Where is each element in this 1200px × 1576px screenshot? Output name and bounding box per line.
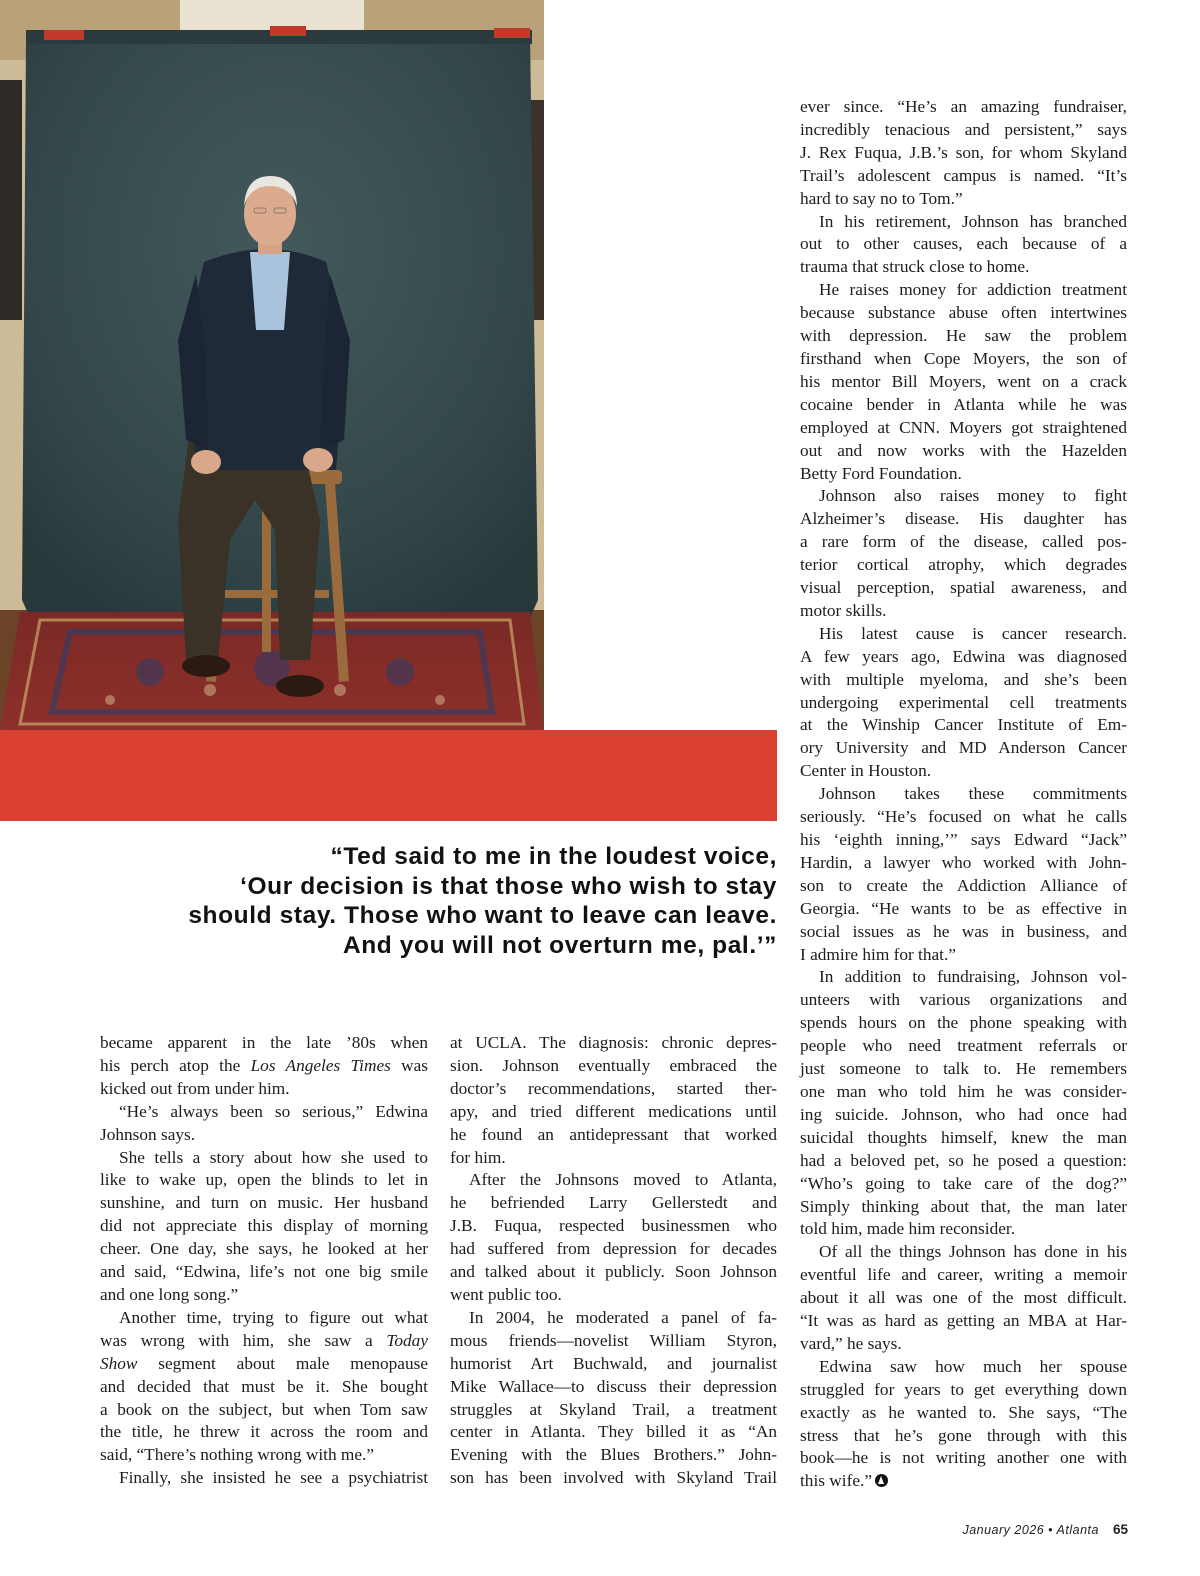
text-line: Evening with the Blues Brothers.” John- xyxy=(450,1445,777,1465)
text-line: like to wake up, open the blinds to let in xyxy=(100,1170,428,1190)
text-line: and one long song.” xyxy=(100,1284,239,1304)
paragraph xyxy=(800,96,1127,211)
text-line: Another time, trying to figure out what xyxy=(119,1307,428,1327)
text-line: Hardin, a lawyer who worked with John- xyxy=(800,852,1127,872)
pull-quote-line: And you will not overturn me, pal.’” xyxy=(342,931,777,959)
text-line: for him. xyxy=(450,1147,506,1167)
text-line: his mentor Bill Moyers, went on a crack xyxy=(800,371,1127,391)
text-line: one man who told him he was consider- xyxy=(800,1081,1127,1101)
text-line: at the Winship Cancer Institute of Em- xyxy=(800,715,1127,735)
paragraph xyxy=(100,1032,428,1101)
paragraph xyxy=(800,485,1127,622)
text-line: the title, he threw it across the room and xyxy=(100,1422,428,1442)
text-line: trauma that struck close to home. xyxy=(800,257,1030,277)
show-title: Show xyxy=(100,1353,138,1373)
pull-quote-line: should stay. Those who want to leave can leave. xyxy=(188,902,777,929)
text-line xyxy=(800,1470,1127,1493)
text-line: and talked about it publicly. Soon Johnson xyxy=(450,1262,777,1282)
text-line: Simply thinking about that, the man later xyxy=(800,1196,1127,1216)
text-line: I admire him for that.” xyxy=(800,944,956,964)
text-run: his perch atop the xyxy=(100,1055,251,1075)
text-line: about it all was one of the most difficult. xyxy=(800,1288,1127,1308)
text-line: people who need treatment referrals or xyxy=(800,1036,1127,1056)
text-line: and decided that must be it. She bought xyxy=(100,1376,428,1396)
text-line: sunshine, and turn on music. Her husband xyxy=(100,1193,428,1213)
text-line: “It was as hard as getting an MBA at Har- xyxy=(800,1311,1127,1331)
page-footer xyxy=(962,1522,1128,1537)
paragraph xyxy=(800,783,1127,966)
text-run: segment about male menopause xyxy=(137,1353,428,1373)
text-line xyxy=(100,1353,428,1376)
text-line: Georgia. “He wants to be as effective in xyxy=(800,898,1127,918)
text-run: was wrong with him, she saw a xyxy=(100,1330,387,1350)
text-line: spends hours on the phone speaking with xyxy=(800,1013,1127,1033)
text-line: Mike Wallace—to discuss their depression xyxy=(450,1376,777,1396)
text-line: out and now works with the Hazelden xyxy=(800,440,1127,460)
issue-label: January 2026 • Atlanta xyxy=(962,1523,1099,1537)
paragraph xyxy=(100,1307,428,1467)
text-line: firsthand when Cope Moyers, the son of xyxy=(800,348,1127,368)
pull-quote xyxy=(97,842,777,960)
text-line: J. Rex Fuqua, J.B.’s son, for whom Skyland xyxy=(800,142,1127,162)
text-line: Of all the things Johnson has done in his xyxy=(819,1242,1127,1262)
text-line: went public too. xyxy=(450,1284,562,1304)
text-line: apy, and tried different medications until xyxy=(450,1101,777,1121)
text-line: he befriended Larry Gellerstedt and xyxy=(450,1193,777,1213)
text-line xyxy=(100,1055,428,1078)
show-title: Today xyxy=(386,1330,428,1350)
text-line: said, “There’s nothing wrong with me.” xyxy=(100,1445,375,1465)
body-column-3 xyxy=(800,96,1127,1493)
text-line: hard to say no to Tom.” xyxy=(800,188,963,208)
paragraph xyxy=(800,279,1127,485)
text-line: undergoing experimental cell treatments xyxy=(800,692,1127,712)
paragraph xyxy=(800,1241,1127,1356)
text-run: was xyxy=(390,1055,429,1075)
text-line: Johnson also raises money to fight xyxy=(819,486,1127,506)
text-line: because substance abuse often intertwines xyxy=(800,303,1127,323)
text-line: employed at CNN. Moyers got straightened xyxy=(800,417,1127,437)
body-column-2 xyxy=(450,1032,777,1490)
text-line: After the Johnsons moved to Atlanta, xyxy=(469,1170,777,1190)
text-line: out to other causes, each because of a xyxy=(800,234,1127,254)
text-line: ory University and MD Anderson Cancer xyxy=(800,738,1127,758)
text-run: this wife.” xyxy=(800,1471,872,1491)
text-line: had a beloved pet, so he posed a question: xyxy=(800,1150,1127,1170)
paragraph xyxy=(450,1307,777,1490)
paragraph xyxy=(100,1467,428,1490)
pull-quote-line: ‘Our decision is that those who wish to stay xyxy=(240,872,777,900)
text-line: ever since. “He’s an amazing fundraiser, xyxy=(800,97,1127,116)
page-number: 65 xyxy=(1112,1522,1128,1537)
text-line: Edwina saw how much her spouse xyxy=(819,1356,1127,1376)
text-line: Trail’s adolescent campus is named. “It’s xyxy=(800,165,1127,185)
text-line: cocaine bender in Atlanta while he was xyxy=(800,394,1127,414)
text-line: a rare form of the disease, called pos- xyxy=(800,532,1127,552)
atlanta-logo-icon xyxy=(875,1474,888,1487)
text-line: told him, made him reconsider. xyxy=(800,1219,1016,1239)
text-line xyxy=(100,1330,428,1353)
text-line: He raises money for addiction treatment xyxy=(819,280,1127,300)
text-line: Betty Ford Foundation. xyxy=(800,463,962,483)
text-line: “He’s always been so serious,” Edwina xyxy=(119,1101,428,1121)
text-line: sion. Johnson eventually embraced the xyxy=(450,1055,777,1075)
text-line: She tells a story about how she used to xyxy=(119,1147,428,1167)
text-line: did not appreciate this display of morning xyxy=(100,1216,428,1236)
text-line: Alzheimer’s disease. His daughter has xyxy=(800,509,1127,529)
text-line: incredibly tenacious and persistent,” says xyxy=(800,119,1127,139)
portrait-photo xyxy=(0,0,544,732)
text-line: A few years ago, Edwina was diagnosed xyxy=(800,646,1127,666)
text-line: son has been involved with Skyland Trail xyxy=(450,1468,777,1488)
text-line: had suffered from depression for decades xyxy=(450,1239,777,1259)
text-line: stress that he’s gone through with this xyxy=(800,1425,1127,1445)
text-line: with multiple myeloma, and she’s been xyxy=(800,669,1127,689)
text-line: His latest cause is cancer research. xyxy=(819,623,1127,643)
text-line: ing suicide. Johnson, who had once had xyxy=(800,1104,1127,1124)
text-line: seriously. “He’s focused on what he calls xyxy=(800,807,1127,827)
text-line: eventful life and career, writing a memoir xyxy=(800,1265,1127,1285)
paragraph xyxy=(450,1032,777,1169)
paragraph xyxy=(450,1169,777,1306)
pull-quote-line: “Ted said to me in the loudest voice, xyxy=(330,843,777,870)
text-line: vard,” he says. xyxy=(800,1333,902,1353)
accent-band xyxy=(0,730,777,821)
text-line: social issues as he was in business, and xyxy=(800,921,1127,941)
text-line: Finally, she insisted he see a psychiatrist xyxy=(119,1468,428,1488)
text-line: at UCLA. The diagnosis: chronic depres- xyxy=(450,1033,777,1052)
text-line: visual perception, spatial awareness, and xyxy=(800,578,1127,598)
text-line: Johnson says. xyxy=(100,1124,196,1144)
text-line: son to create the Addiction Alliance of xyxy=(800,875,1127,895)
text-line: cheer. One day, she says, he looked at her xyxy=(100,1239,428,1259)
paragraph xyxy=(800,623,1127,783)
text-line: he found an antidepressant that worked xyxy=(450,1124,777,1144)
paragraph xyxy=(800,1356,1127,1493)
text-line: exactly as he wanted to. She says, “The xyxy=(800,1402,1127,1422)
text-line: unteers with various organizations and xyxy=(800,990,1127,1010)
text-line: terior cortical atrophy, which degrades xyxy=(800,555,1127,575)
paragraph xyxy=(800,966,1127,1241)
text-line: doctor’s recommendations, started ther- xyxy=(450,1078,777,1098)
paragraph xyxy=(100,1147,428,1307)
text-line: “Who’s going to take care of the dog?” xyxy=(800,1173,1127,1193)
text-line: just someone to talk to. He remembers xyxy=(800,1059,1127,1079)
text-line: In 2004, he moderated a panel of fa- xyxy=(469,1307,777,1327)
text-line: motor skills. xyxy=(800,600,887,620)
text-line: J.B. Fuqua, respected businessmen who xyxy=(450,1216,777,1236)
text-line: became apparent in the late ’80s when xyxy=(100,1033,428,1052)
paragraph xyxy=(100,1101,428,1147)
text-line: humorist Art Buchwald, and journalist xyxy=(450,1353,777,1373)
text-line: In addition to fundraising, Johnson vol- xyxy=(819,967,1127,987)
text-line: Center in Houston. xyxy=(800,761,932,781)
text-line: kicked out from under him. xyxy=(100,1078,290,1098)
text-line: and said, “Edwina, life’s not one big smile xyxy=(100,1262,428,1282)
text-line: suicidal thoughts himself, knew the man xyxy=(800,1127,1127,1147)
text-line: center in Atlanta. They billed it as “An xyxy=(450,1422,777,1442)
text-line: a book on the subject, but when Tom saw xyxy=(100,1399,428,1419)
text-line: In his retirement, Johnson has branched xyxy=(819,211,1127,231)
text-line: struggled for years to get everything down xyxy=(800,1379,1127,1399)
body-column-1 xyxy=(100,1032,428,1490)
paragraph xyxy=(800,211,1127,280)
publication-title: Los Angeles Times xyxy=(250,1055,391,1075)
text-line: with depression. He saw the problem xyxy=(800,326,1127,346)
text-line: mous friends—novelist William Styron, xyxy=(450,1330,777,1350)
text-line: struggles at Skyland Trail, a treatment xyxy=(450,1399,777,1419)
portrait-illustration xyxy=(0,0,544,732)
text-line: his ‘eighth inning,’” says Edward “Jack” xyxy=(800,830,1127,849)
text-line: Johnson takes these commitments xyxy=(819,784,1127,804)
text-line: book—he is not writing another one with xyxy=(800,1448,1127,1468)
